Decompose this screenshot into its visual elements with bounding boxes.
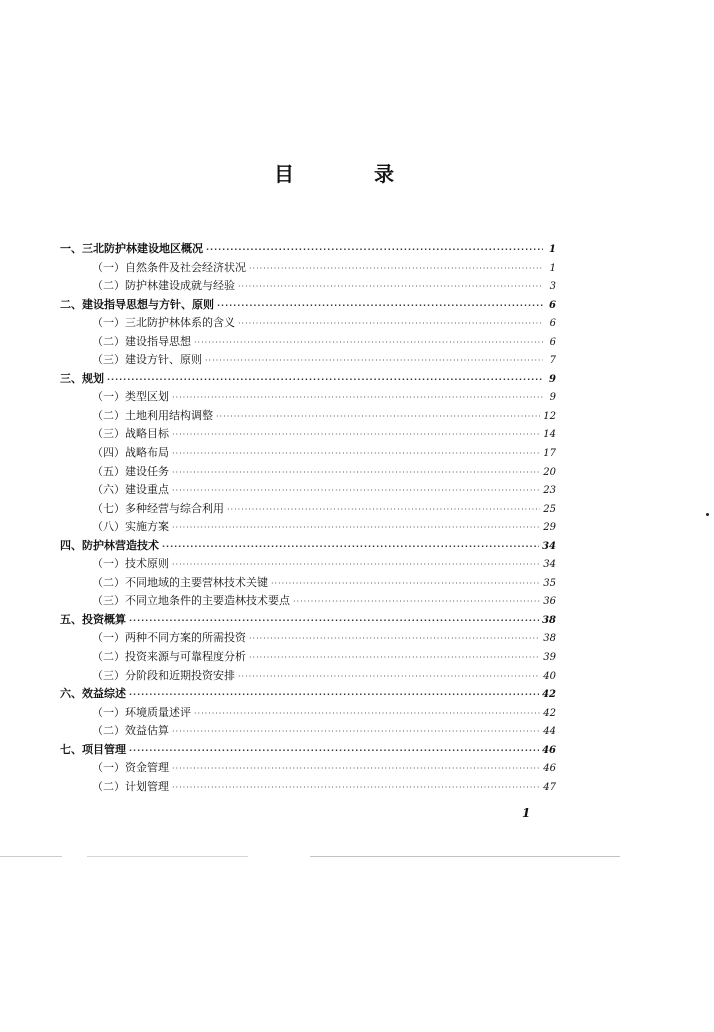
toc-entry-page: 34 xyxy=(542,540,556,552)
toc-entry-label: （一）资金管理 xyxy=(92,761,169,775)
toc-entry-label: （三）分阶段和近期投资安排 xyxy=(92,668,235,682)
toc-entry-label: 七、项目管理 xyxy=(60,742,126,756)
toc-dot-leader xyxy=(172,779,540,798)
toc-entry-label: （四）战略布局 xyxy=(92,446,169,460)
toc-section-entry xyxy=(60,648,556,667)
toc-section-entry xyxy=(60,259,556,278)
table-of-contents xyxy=(60,240,556,796)
toc-entry-page: 9 xyxy=(549,373,556,385)
toc-dot-leader xyxy=(172,556,540,575)
toc-dot-leader xyxy=(172,445,540,464)
toc-section-entry xyxy=(60,722,556,741)
toc-chapter-entry xyxy=(60,240,556,259)
toc-entry-page: 14 xyxy=(543,429,556,441)
toc-entry-label: （一）两种不同方案的所需投资 xyxy=(92,631,246,645)
toc-entry-page: 12 xyxy=(543,410,556,422)
toc-dot-leader xyxy=(194,705,540,724)
toc-entry-page: 42 xyxy=(542,689,556,701)
toc-entry-page: 23 xyxy=(543,485,556,497)
toc-dot-leader xyxy=(172,464,540,483)
scan-speck xyxy=(706,513,709,516)
toc-chapter-entry xyxy=(60,537,556,556)
toc-entry-page: 42 xyxy=(543,707,556,719)
toc-entry-page: 9 xyxy=(549,392,556,404)
toc-dot-leader xyxy=(271,575,540,594)
toc-entry-label: 六、效益综述 xyxy=(60,687,126,701)
toc-dot-leader xyxy=(194,334,543,353)
toc-entry-page: 7 xyxy=(549,355,556,367)
toc-dot-leader xyxy=(217,297,543,316)
toc-entry-label: （一）三北防护林体系的含义 xyxy=(92,316,235,330)
toc-entry-label: （一）技术原则 xyxy=(92,557,169,571)
toc-entry-label: （二）建设指导思想 xyxy=(92,334,191,348)
toc-entry-label: 三、规划 xyxy=(60,371,104,385)
toc-entry-page: 39 xyxy=(543,652,556,664)
toc-entry-label: （二）防护林建设成就与经验 xyxy=(92,279,235,293)
toc-dot-leader xyxy=(238,668,540,687)
toc-section-entry xyxy=(60,333,556,352)
toc-entry-page: 47 xyxy=(543,781,556,793)
toc-dot-leader xyxy=(249,260,543,279)
toc-dot-leader xyxy=(206,241,543,260)
toc-entry-page: 20 xyxy=(543,466,556,478)
toc-entry-page: 38 xyxy=(542,614,556,626)
toc-section-entry xyxy=(60,388,556,407)
toc-section-entry xyxy=(60,481,556,500)
toc-entry-page: 35 xyxy=(543,577,556,589)
toc-dot-leader xyxy=(249,649,540,668)
page-title: 目 录 xyxy=(274,162,424,186)
toc-dot-leader xyxy=(293,593,540,612)
toc-section-entry xyxy=(60,629,556,648)
toc-dot-leader xyxy=(172,760,540,779)
toc-dot-leader xyxy=(216,408,540,427)
toc-dot-leader xyxy=(129,686,539,705)
toc-dot-leader xyxy=(249,630,540,649)
toc-entry-label: （二）投资来源与可靠程度分析 xyxy=(92,650,246,664)
toc-entry-label: （五）建设任务 xyxy=(92,464,169,478)
toc-dot-leader xyxy=(107,371,543,390)
toc-entry-label: （六）建设重点 xyxy=(92,483,169,497)
toc-entry-label: （二）土地利用结构调整 xyxy=(92,408,213,422)
scan-artifact-line xyxy=(0,856,620,857)
toc-entry-page: 25 xyxy=(543,503,556,515)
toc-entry-label: 一、三北防护林建设地区概况 xyxy=(60,242,203,255)
toc-section-entry xyxy=(60,778,556,797)
toc-entry-label: 五、投资概算 xyxy=(60,612,126,626)
toc-dot-leader xyxy=(162,538,539,557)
toc-section-entry xyxy=(60,277,556,296)
toc-dot-leader xyxy=(172,723,540,742)
toc-section-entry xyxy=(60,444,556,463)
toc-chapter-entry xyxy=(60,296,556,315)
toc-section-entry xyxy=(60,500,556,519)
toc-section-entry xyxy=(60,351,556,370)
toc-entry-page: 1 xyxy=(549,244,556,255)
toc-section-entry xyxy=(60,574,556,593)
toc-entry-page: 6 xyxy=(549,336,556,348)
toc-entry-page: 3 xyxy=(549,281,556,293)
toc-entry-page: 36 xyxy=(543,596,556,608)
toc-entry-page: 44 xyxy=(543,726,556,738)
toc-section-entry xyxy=(60,463,556,482)
toc-section-entry xyxy=(60,407,556,426)
toc-section-entry xyxy=(60,759,556,778)
toc-dot-leader xyxy=(205,352,543,371)
toc-entry-page: 38 xyxy=(543,633,556,645)
toc-dot-leader xyxy=(227,501,540,520)
toc-chapter-entry xyxy=(60,370,556,389)
toc-section-entry xyxy=(60,704,556,723)
page-number: 1 xyxy=(522,806,531,820)
toc-chapter-entry xyxy=(60,685,556,704)
toc-entry-label: 四、防护林营造技术 xyxy=(60,538,159,552)
toc-section-entry xyxy=(60,592,556,611)
toc-dot-leader xyxy=(238,315,543,334)
toc-section-entry xyxy=(60,555,556,574)
toc-section-entry xyxy=(60,518,556,537)
toc-dot-leader xyxy=(172,519,540,538)
toc-entry-label: （一）自然条件及社会经济状况 xyxy=(92,260,246,274)
toc-chapter-entry xyxy=(60,741,556,760)
toc-entry-label: （三）战略目标 xyxy=(92,427,169,441)
toc-entry-page: 6 xyxy=(549,318,556,330)
toc-section-entry xyxy=(60,314,556,333)
toc-entry-label: （一）环境质量述评 xyxy=(92,705,191,719)
toc-entry-page: 17 xyxy=(543,448,556,460)
toc-entry-label: （二）效益估算 xyxy=(92,724,169,738)
toc-entry-label: 二、建设指导思想与方针、原则 xyxy=(60,297,214,311)
toc-entry-label: （三）建设方针、原则 xyxy=(92,353,202,367)
toc-entry-page: 46 xyxy=(543,763,556,775)
toc-entry-page: 34 xyxy=(543,559,556,571)
toc-entry-label: （七）多种经营与综合利用 xyxy=(92,501,224,515)
toc-entry-page: 40 xyxy=(543,670,556,682)
toc-section-entry xyxy=(60,425,556,444)
toc-dot-leader xyxy=(238,278,543,297)
toc-entry-label: （三）不同立地条件的主要造林技术要点 xyxy=(92,594,290,608)
toc-dot-leader xyxy=(129,612,539,631)
toc-entry-label: （二）计划管理 xyxy=(92,779,169,793)
toc-chapter-entry xyxy=(60,611,556,630)
toc-entry-label: （八）实施方案 xyxy=(92,520,169,534)
toc-entry-page: 46 xyxy=(542,744,556,756)
toc-entry-page: 1 xyxy=(549,262,556,274)
toc-dot-leader xyxy=(172,389,543,408)
toc-entry-label: （一）类型区划 xyxy=(92,390,169,404)
toc-entry-page: 6 xyxy=(549,299,556,311)
toc-entry-page: 29 xyxy=(543,522,556,534)
toc-section-entry xyxy=(60,667,556,686)
toc-entry-label: （二）不同地域的主要营林技术关键 xyxy=(92,575,268,589)
toc-dot-leader xyxy=(172,482,540,501)
toc-dot-leader xyxy=(129,742,539,761)
toc-dot-leader xyxy=(172,426,540,445)
